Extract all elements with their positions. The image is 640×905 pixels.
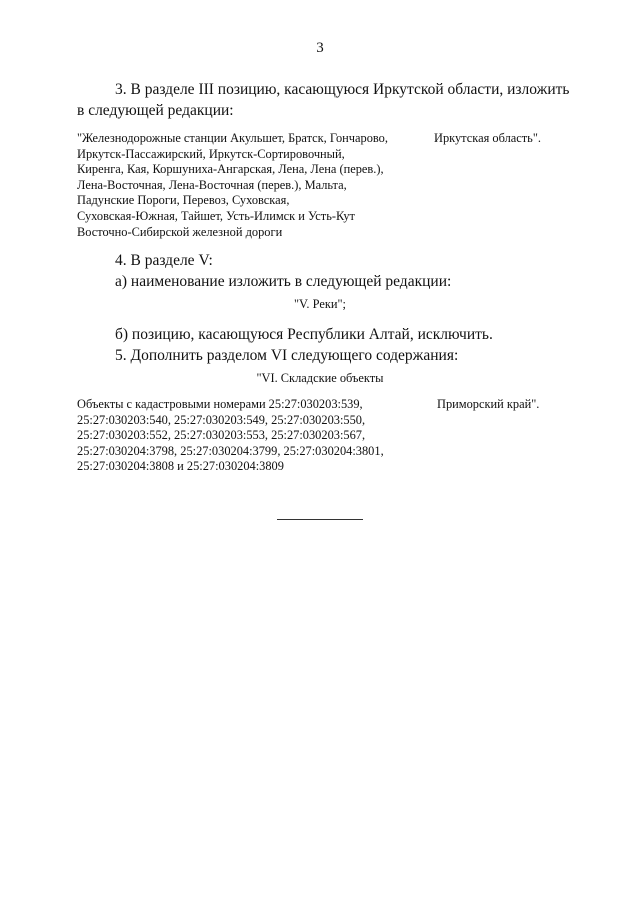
warehouse-line: 25:27:030203:552, 25:27:030203:553, 25:27:030203:567,	[77, 428, 366, 443]
warehouse-line: 25:27:030204:3798, 25:27:030204:3799, 25:27:030204:3801,	[77, 443, 384, 458]
irkutsk-line: Падунские Пороги, Перевоз, Суховская,	[77, 193, 290, 208]
irkutsk-region: Иркутская область".	[434, 131, 541, 145]
page-number: 3	[316, 40, 324, 56]
irkutsk-line: "Железнодорожные станции Акульшет, Братск, Гончарово,	[77, 131, 388, 145]
warehouse-section-title: "VI. Складские объекты	[256, 371, 384, 385]
irkutsk-line: Киренга, Кая, Коршуниха-Ангарская, Лена, Лена (перев.),	[77, 162, 384, 177]
irkutsk-line: Суховская-Южная, Тайшет, Усть-Илимск и Усть-Кут	[77, 208, 355, 223]
irkutsk-stations-list	[77, 131, 388, 240]
irkutsk-line: Иркутск-Пассажирский, Иркутск-Сортировочный,	[77, 146, 345, 161]
warehouse-region: Приморский край".	[437, 397, 540, 411]
warehouse-line: 25:27:030204:3808 и 25:27:030204:3809	[77, 459, 284, 474]
irkutsk-line: Восточно-Сибирской железной дороги	[77, 224, 283, 239]
warehouse-cadastral-list	[77, 397, 384, 475]
rivers-section-title: "V. Реки";	[294, 297, 346, 311]
item5-heading: 5. Дополнить разделом VI следующего содержания:	[115, 347, 459, 364]
item3-line2: в следующей редакции:	[77, 102, 234, 119]
item4-a: а) наименование изложить в следующей редакции:	[115, 273, 452, 290]
warehouse-line: 25:27:030203:540, 25:27:030203:549, 25:27:030203:550,	[77, 412, 366, 427]
closing-divider	[277, 519, 363, 520]
item3-line1: 3. В разделе III позицию, касающуюся Иркутской области, изложить	[115, 81, 570, 98]
irkutsk-line: Лена-Восточная, Лена-Восточная (перев.), Мальта,	[77, 177, 347, 192]
warehouse-line: Объекты с кадастровыми номерами 25:27:030203:539,	[77, 397, 363, 411]
item4-b: б) позицию, касающуюся Республики Алтай, исключить.	[115, 326, 493, 343]
item4-heading: 4. В разделе V:	[115, 252, 213, 269]
